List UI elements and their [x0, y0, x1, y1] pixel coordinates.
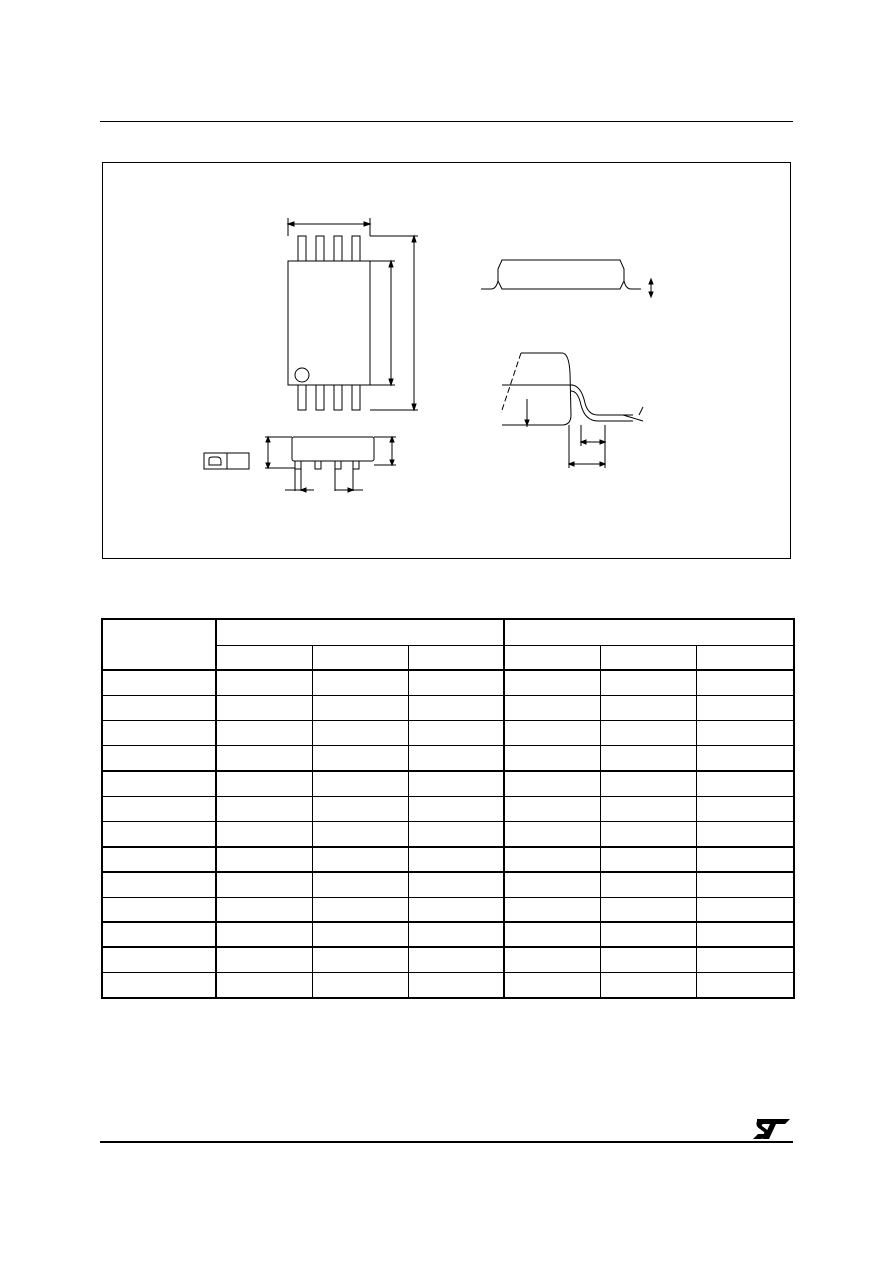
table-row	[102, 922, 794, 947]
subheader-cell	[408, 645, 504, 670]
value-cell	[696, 872, 794, 897]
subheader-cell	[504, 645, 600, 670]
value-cell	[504, 746, 600, 771]
subheader-cell	[216, 645, 312, 670]
symbol-cell	[102, 746, 216, 771]
table-row	[102, 872, 794, 897]
bottom-lead-3	[334, 385, 342, 410]
dimensions-table	[101, 618, 795, 999]
value-cell	[600, 897, 696, 922]
value-cell	[408, 670, 504, 695]
value-cell	[408, 973, 504, 998]
value-cell	[696, 947, 794, 972]
st-logo	[752, 1117, 792, 1141]
value-cell	[312, 696, 408, 721]
value-cell	[600, 822, 696, 847]
value-cell	[600, 872, 696, 897]
value-cell	[696, 847, 794, 872]
symbol-cell	[102, 822, 216, 847]
value-cell	[504, 947, 600, 972]
package-outline-drawing	[103, 163, 792, 560]
table-row	[102, 670, 794, 695]
value-cell	[504, 771, 600, 796]
value-cell	[312, 721, 408, 746]
side-view-body	[498, 260, 624, 289]
value-cell	[216, 897, 312, 922]
value-cell	[408, 696, 504, 721]
value-cell	[216, 847, 312, 872]
value-cell	[216, 822, 312, 847]
table-row	[102, 897, 794, 922]
value-cell	[216, 746, 312, 771]
header-cell	[102, 619, 216, 670]
value-cell	[696, 922, 794, 947]
value-cell	[312, 822, 408, 847]
top-view-body	[288, 261, 370, 385]
value-cell	[504, 847, 600, 872]
value-cell	[312, 922, 408, 947]
value-cell	[600, 973, 696, 998]
value-cell	[216, 872, 312, 897]
value-cell	[504, 721, 600, 746]
symbol-cell	[102, 847, 216, 872]
value-cell	[600, 771, 696, 796]
footer-rule	[100, 1141, 793, 1143]
value-cell	[312, 670, 408, 695]
value-cell	[600, 670, 696, 695]
value-cell	[408, 796, 504, 821]
value-cell	[408, 897, 504, 922]
symbol-cell	[102, 973, 216, 998]
value-cell	[312, 771, 408, 796]
pin1-marker	[295, 368, 309, 382]
top-lead-3	[334, 236, 342, 261]
value-cell	[216, 796, 312, 821]
value-cell	[408, 822, 504, 847]
end-view-body	[292, 437, 374, 461]
value-cell	[312, 796, 408, 821]
table-row	[102, 746, 794, 771]
value-cell	[504, 796, 600, 821]
value-cell	[696, 721, 794, 746]
value-cell	[696, 973, 794, 998]
value-cell	[408, 947, 504, 972]
subheader-cell	[600, 645, 696, 670]
value-cell	[216, 670, 312, 695]
symbol-cell	[102, 771, 216, 796]
value-cell	[216, 696, 312, 721]
value-cell	[408, 746, 504, 771]
header-group-cell	[504, 619, 794, 645]
symbol-cell	[102, 922, 216, 947]
value-cell	[504, 822, 600, 847]
value-cell	[312, 872, 408, 897]
value-cell	[600, 922, 696, 947]
value-cell	[312, 973, 408, 998]
value-cell	[312, 746, 408, 771]
value-cell	[600, 696, 696, 721]
detail-view-body	[502, 353, 571, 425]
table-row	[102, 822, 794, 847]
bottom-lead-1	[298, 385, 306, 410]
bottom-lead-2	[316, 385, 324, 410]
top-lead-2	[316, 236, 324, 261]
table-row	[102, 721, 794, 746]
value-cell	[696, 696, 794, 721]
value-cell	[312, 897, 408, 922]
top-lead-4	[352, 236, 360, 261]
table-row	[102, 973, 794, 998]
symbol-cell	[102, 796, 216, 821]
value-cell	[696, 897, 794, 922]
value-cell	[216, 771, 312, 796]
value-cell	[312, 947, 408, 972]
value-cell	[504, 872, 600, 897]
table-row	[102, 947, 794, 972]
value-cell	[696, 670, 794, 695]
value-cell	[312, 847, 408, 872]
symbol-cell	[102, 947, 216, 972]
symbol-cell	[102, 696, 216, 721]
value-cell	[600, 947, 696, 972]
bottom-lead-4	[352, 385, 360, 410]
value-cell	[600, 746, 696, 771]
symbol-cell	[102, 721, 216, 746]
table-row	[102, 796, 794, 821]
symbol-cell	[102, 670, 216, 695]
value-cell	[696, 771, 794, 796]
value-cell	[504, 670, 600, 695]
subheader-cell	[696, 645, 794, 670]
subheader-cell	[312, 645, 408, 670]
symbol-cell	[102, 897, 216, 922]
value-cell	[504, 696, 600, 721]
table-row	[102, 771, 794, 796]
value-cell	[216, 721, 312, 746]
value-cell	[696, 746, 794, 771]
value-cell	[600, 847, 696, 872]
table-header-row	[102, 619, 794, 645]
value-cell	[408, 872, 504, 897]
table-row	[102, 696, 794, 721]
value-cell	[600, 721, 696, 746]
symbol-cell	[102, 872, 216, 897]
value-cell	[696, 796, 794, 821]
value-cell	[216, 973, 312, 998]
value-cell	[504, 922, 600, 947]
value-cell	[408, 721, 504, 746]
value-cell	[408, 847, 504, 872]
value-cell	[600, 796, 696, 821]
table-row	[102, 847, 794, 872]
value-cell	[216, 947, 312, 972]
value-cell	[216, 922, 312, 947]
value-cell	[408, 771, 504, 796]
value-cell	[696, 822, 794, 847]
top-lead-1	[298, 236, 306, 261]
package-drawing-frame	[102, 162, 791, 559]
value-cell	[504, 897, 600, 922]
header-group-cell	[216, 619, 504, 645]
value-cell	[408, 922, 504, 947]
value-cell	[504, 973, 600, 998]
header-rule	[100, 121, 793, 122]
